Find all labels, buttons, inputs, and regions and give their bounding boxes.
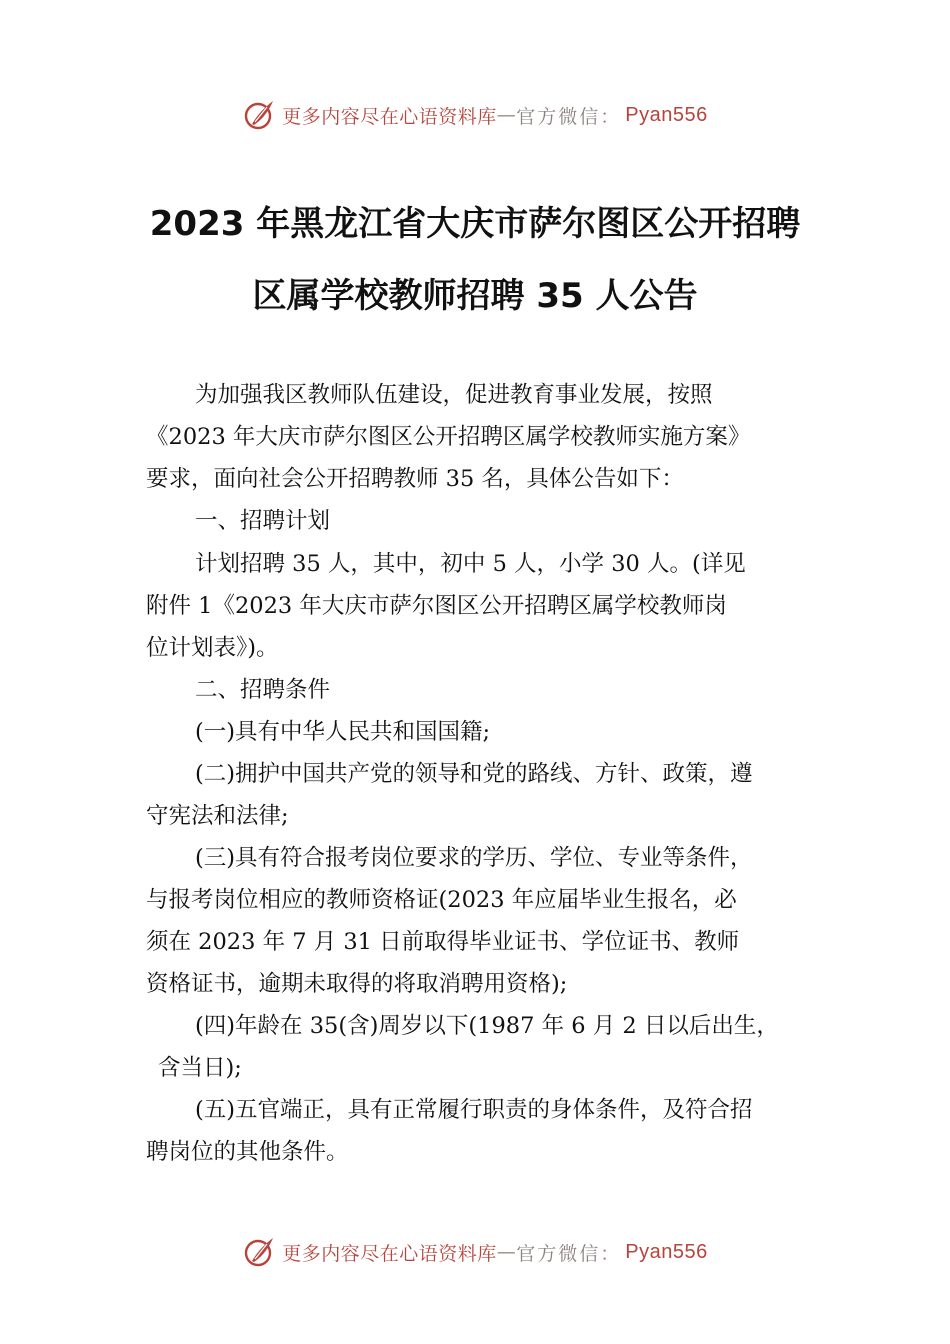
- body-line: 计划招聘 35 人，其中，初中 5 人，小学 30 人。(详见: [195, 551, 746, 577]
- quill-pen-logo-icon: [242, 98, 276, 132]
- body-line: 须在 2023 年 7 月 31 日前取得毕业证书、学位证书、教师: [146, 929, 740, 955]
- banner-wechat-label: 官方微信：: [516, 1242, 622, 1265]
- bottom-banner: [0, 1232, 950, 1272]
- banner-separator: —: [496, 104, 517, 126]
- body-line: 资格证书，逾期未取得的将取消聘用资格);: [146, 971, 568, 997]
- body-line: 《2023 年大庆市萨尔图区公开招聘区属学校教师实施方案》: [146, 424, 751, 450]
- body-line: 为加强我区教师队伍建设，促进教育事业发展，按照: [195, 382, 713, 408]
- body-line: (五)五官端正，具有正常履行职责的身体条件，及符合招: [195, 1097, 753, 1123]
- body-line: (一)具有中华人民共和国国籍;: [195, 719, 491, 745]
- top-banner: [0, 95, 950, 135]
- body-line: 守宪法和法律;: [146, 803, 289, 829]
- banner-slogan: 更多内容尽在心语资料库: [282, 105, 497, 128]
- body-line: 附件 1《2023 年大庆市萨尔图区公开招聘区属学校教师岗: [146, 593, 727, 619]
- body-line: 与报考岗位相应的教师资格证(2023 年应届毕业生报名，必: [146, 887, 737, 913]
- body-line: 聘岗位的其他条件。: [146, 1139, 349, 1165]
- section-heading: 二、招聘条件: [195, 677, 331, 703]
- banner-wechat-id: Pyan556: [625, 1240, 708, 1263]
- body-line: 含当日);: [158, 1055, 242, 1081]
- body-line: (二)拥护中国共产党的领导和党的路线、方针、政策，遵: [195, 761, 753, 787]
- body-line: (四)年龄在 35(含)周岁以下(1987 年 6 月 2 日以后出生，: [195, 1013, 779, 1039]
- body-line: 要求，面向社会公开招聘教师 35 名，具体公告如下：: [146, 466, 684, 492]
- banner-separator: —: [496, 1241, 517, 1263]
- banner-wechat-label: 官方微信：: [516, 105, 622, 128]
- document-title-line-2: 区属学校教师招聘 35 人公告: [252, 276, 698, 316]
- banner-slogan: 更多内容尽在心语资料库: [282, 1242, 497, 1265]
- document-title-line-1: 2023 年黑龙江省大庆市萨尔图区公开招聘: [149, 204, 801, 244]
- body-line: (三)具有符合报考岗位要求的学历、学位、专业等条件，: [195, 845, 753, 871]
- banner-wechat-id: Pyan556: [625, 103, 708, 126]
- quill-pen-logo-icon: [242, 1235, 276, 1269]
- body-line: 位计划表》)。: [146, 635, 279, 661]
- section-heading: 一、招聘计划: [195, 508, 331, 534]
